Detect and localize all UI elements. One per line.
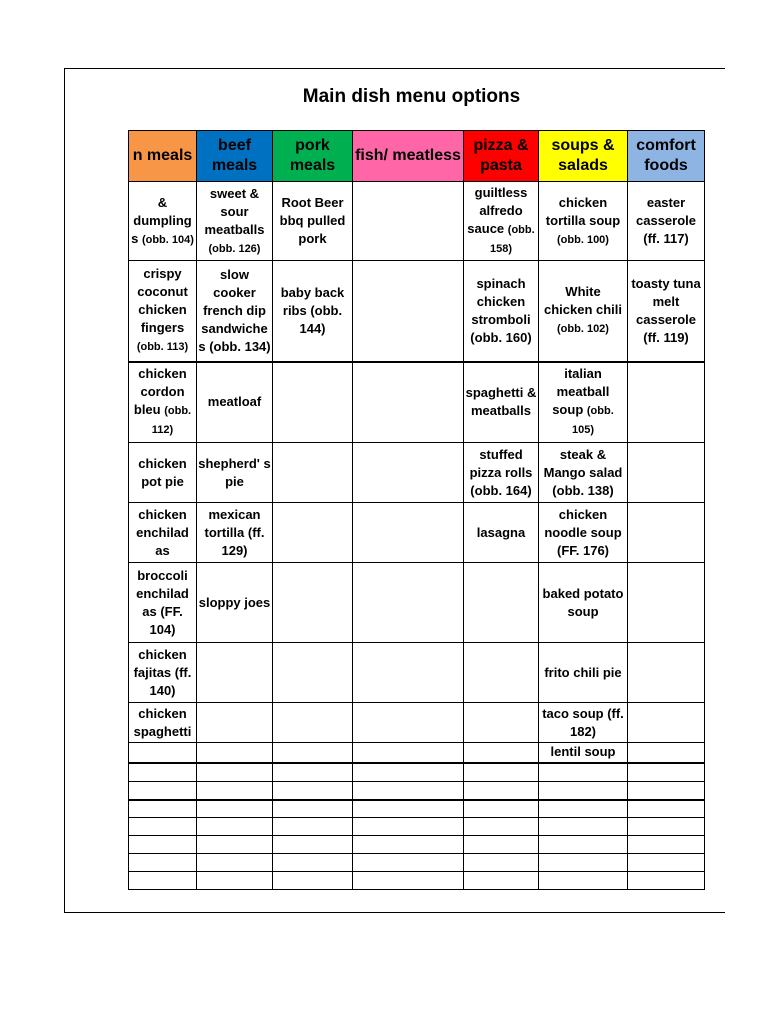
table-cell: [539, 443, 628, 503]
dish-name: slow cooker french dip sandwiche s (obb. 134): [198, 266, 271, 354]
table-row: [129, 763, 705, 782]
table-cell: [539, 182, 628, 261]
column-header: pizza & pasta: [464, 131, 539, 182]
dish-name: lasagna: [476, 524, 526, 540]
column-header: soups & salads: [539, 131, 628, 182]
table-cell: [197, 872, 273, 890]
table-row: [129, 800, 705, 818]
table-cell: [197, 800, 273, 818]
column-header: pork meals: [273, 131, 353, 182]
table-cell: [273, 182, 353, 261]
table-cell: [353, 503, 464, 563]
table-cell: [273, 800, 353, 818]
table-cell: [539, 800, 628, 818]
table-cell: [628, 800, 705, 818]
dish-name: chicken spaghetti: [133, 705, 192, 739]
table-cell: [273, 503, 353, 563]
table-cell: [129, 818, 197, 836]
table-cell: [197, 703, 273, 743]
dish-name: italian meatball soup: [552, 366, 610, 418]
table-cell: [464, 261, 539, 362]
dish-name: shepherd' s pie: [198, 455, 271, 489]
table-cell: [628, 782, 705, 800]
table-row: [129, 443, 705, 503]
column-header: fish/ meatless: [353, 131, 464, 182]
table-cell: [129, 743, 197, 763]
table-cell: [464, 563, 539, 643]
table-row: [129, 563, 705, 643]
table-row: [129, 743, 705, 763]
table-cell: [197, 854, 273, 872]
table-cell: [353, 743, 464, 763]
table-cell: [353, 643, 464, 703]
table-row: [129, 782, 705, 800]
table-cell: [628, 563, 705, 643]
table-cell: [464, 818, 539, 836]
table-cell: [273, 362, 353, 443]
dish-name: stuffed pizza rolls (obb. 164): [469, 446, 533, 498]
table-cell: [197, 743, 273, 763]
table-cell: [464, 854, 539, 872]
table-cell: [539, 854, 628, 872]
table-cell: [628, 643, 705, 703]
menu-table: [128, 130, 705, 890]
dish-name: crispy coconut chicken fingers: [137, 266, 188, 336]
table-cell: [273, 836, 353, 854]
table-cell: [628, 763, 705, 782]
table-cell: [197, 643, 273, 703]
dish-name: spaghetti & meatballs: [465, 385, 537, 419]
table-cell: [628, 818, 705, 836]
table-cell: [464, 362, 539, 443]
table-cell: [353, 261, 464, 362]
table-cell: [353, 362, 464, 443]
table-cell: [628, 743, 705, 763]
table-cell: [628, 836, 705, 854]
dish-name: & dumpling s: [131, 194, 192, 246]
table-cell: [628, 261, 705, 362]
dish-name: taco soup (ff. 182): [542, 705, 624, 739]
table-cell: [273, 703, 353, 743]
column-header: n meals: [129, 131, 197, 182]
dish-name: guiltless alfredo sauce: [467, 185, 528, 236]
table-cell: [353, 443, 464, 503]
table-cell: [353, 182, 464, 261]
table-cell: [129, 703, 197, 743]
table-cell: [539, 703, 628, 743]
dish-name: mexican tortilla (ff. 129): [204, 506, 265, 558]
dish-name: sloppy joes: [198, 594, 271, 610]
recipe-reference: (obb. 158): [489, 224, 535, 255]
table-cell: [464, 443, 539, 503]
table-cell: [464, 643, 539, 703]
table-cell: [353, 563, 464, 643]
table-cell: [273, 443, 353, 503]
dish-name: lentil soup: [550, 744, 616, 760]
table-row: [129, 503, 705, 563]
dish-name: baby back ribs (obb. 144): [280, 284, 345, 336]
table-cell: [129, 782, 197, 800]
table-cell: [353, 703, 464, 743]
dish-name: chicken cordon bleu: [133, 366, 187, 418]
dish-name: chicken fajitas (ff. 140): [133, 646, 192, 698]
table-cell: [197, 182, 273, 261]
table-cell: [129, 261, 197, 362]
dish-name: chicken tortilla soup: [545, 194, 621, 228]
table-cell: [129, 763, 197, 782]
table-row: [129, 854, 705, 872]
table-row: [129, 362, 705, 443]
table-cell: [129, 362, 197, 443]
table-cell: [129, 643, 197, 703]
table-cell: [464, 782, 539, 800]
table-cell: [464, 836, 539, 854]
recipe-reference: (obb. 113): [136, 341, 189, 354]
table-cell: [197, 443, 273, 503]
table-cell: [539, 503, 628, 563]
dish-name: toasty tuna melt casserole (ff. 119): [631, 275, 701, 345]
table-cell: [464, 763, 539, 782]
table-cell: [353, 782, 464, 800]
table-cell: [273, 643, 353, 703]
table-cell: [273, 743, 353, 763]
table-cell: [628, 443, 705, 503]
table-row: [129, 836, 705, 854]
table-cell: [539, 261, 628, 362]
table-cell: [129, 182, 197, 261]
dish-name: broccoli enchilad as (FF. 104): [136, 567, 189, 637]
table-cell: [628, 854, 705, 872]
table-cell: [129, 836, 197, 854]
column-header: comfort foods: [628, 131, 705, 182]
dish-name: chicken pot pie: [138, 455, 187, 489]
table-row: [129, 261, 705, 362]
table-cell: [197, 782, 273, 800]
table-cell: [628, 503, 705, 563]
table-cell: [464, 182, 539, 261]
table-cell: [353, 854, 464, 872]
dish-name: baked potato soup: [542, 585, 624, 619]
table-row: [129, 872, 705, 890]
recipe-reference: (obb. 126): [208, 242, 261, 255]
recipe-reference: (obb. 104): [141, 233, 194, 246]
dish-name: frito chili pie: [544, 664, 622, 680]
table-cell: [539, 836, 628, 854]
dish-name: meatloaf: [207, 394, 262, 410]
table-cell: [539, 362, 628, 443]
table-cell: [197, 503, 273, 563]
recipe-reference: (obb. 102): [557, 323, 609, 336]
table-row: [129, 818, 705, 836]
dish-name: Root Beer bbq pulled pork: [279, 195, 346, 246]
dish-name: spinach chicken stromboli (obb. 160): [470, 275, 532, 345]
table-cell: [628, 872, 705, 890]
table-cell: [273, 854, 353, 872]
recipe-reference: (obb. 100): [557, 233, 609, 246]
table-cell: [197, 563, 273, 643]
table-cell: [273, 872, 353, 890]
table-cell: [464, 872, 539, 890]
column-header: beef meals: [197, 131, 273, 182]
table-cell: [129, 563, 197, 643]
table-cell: [273, 261, 353, 362]
table-cell: [464, 743, 539, 763]
table-cell: [273, 818, 353, 836]
table-cell: [539, 643, 628, 703]
table-cell: [353, 872, 464, 890]
dish-name: chicken enchilad as: [136, 506, 189, 558]
table-cell: [628, 362, 705, 443]
table-cell: [129, 800, 197, 818]
table-cell: [539, 818, 628, 836]
table-cell: [273, 563, 353, 643]
table-cell: [129, 872, 197, 890]
dish-name: sweet & sour meatballs: [204, 185, 265, 237]
table-cell: [539, 743, 628, 763]
table-cell: [353, 818, 464, 836]
table-cell: [129, 503, 197, 563]
table-cell: [539, 782, 628, 800]
table-cell: [129, 854, 197, 872]
table-cell: [628, 703, 705, 743]
table-cell: [539, 563, 628, 643]
table-cell: [129, 443, 197, 503]
table-cell: [197, 818, 273, 836]
table-cell: [353, 800, 464, 818]
table-cell: [197, 362, 273, 443]
header-row: [129, 131, 705, 182]
dish-name: chicken noodle soup (FF. 176): [544, 506, 622, 558]
dish-name: steak & Mango salad (obb. 138): [543, 446, 623, 498]
table-cell: [464, 503, 539, 563]
table-row: [129, 703, 705, 743]
table-cell: [464, 800, 539, 818]
table-cell: [464, 703, 539, 743]
recipe-reference: (obb. 105): [571, 405, 614, 437]
dish-name: easter casserole (ff. 117): [636, 195, 696, 246]
recipe-reference: (obb. 112): [151, 405, 192, 437]
table-cell: [539, 763, 628, 782]
table-row: [129, 643, 705, 703]
table-cell: [539, 872, 628, 890]
table-cell: [197, 261, 273, 362]
table-row: [129, 182, 705, 261]
table-cell: [273, 782, 353, 800]
table-body: [129, 182, 705, 890]
table-cell: [353, 763, 464, 782]
page-title: Main dish menu options: [302, 86, 521, 107]
table-cell: [353, 836, 464, 854]
table-cell: [197, 763, 273, 782]
table-cell: [197, 836, 273, 854]
dish-name: White chicken chili: [543, 284, 623, 318]
table-cell: [273, 763, 353, 782]
table-cell: [628, 182, 705, 261]
